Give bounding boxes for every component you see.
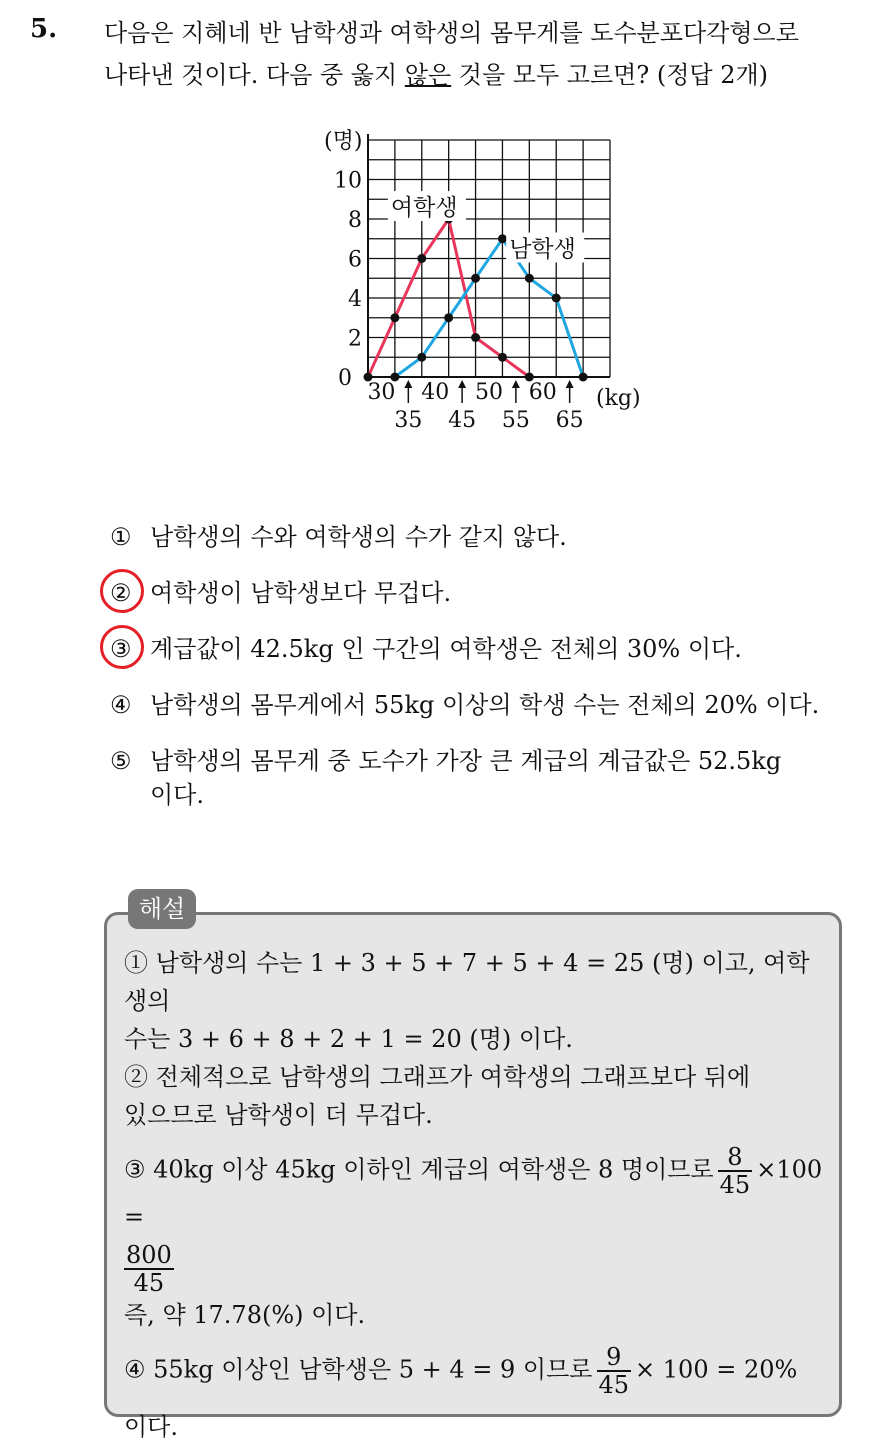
fraction-numerator: 800 bbox=[126, 1241, 172, 1269]
stem-line-2 bbox=[104, 54, 864, 96]
fraction-numerator: 8 bbox=[718, 1144, 753, 1172]
tick-arrow-head bbox=[404, 380, 412, 388]
y-tick-label: 8 bbox=[348, 208, 362, 233]
explanation-line: 있으므로 남학생이 더 무겁다. bbox=[124, 1101, 433, 1129]
data-point bbox=[471, 274, 480, 283]
choice-1[interactable] bbox=[110, 520, 870, 554]
fraction-denominator: 45 bbox=[719, 1171, 751, 1199]
choice-mark: ⑤ bbox=[110, 747, 132, 775]
stem-line-1: 다음은 지혜네 반 남학생과 여학생의 몸무게를 도수분포다각형으로 bbox=[104, 19, 799, 47]
fraction-denominator: 45 bbox=[598, 1371, 630, 1399]
x-tick-label: 60 bbox=[528, 380, 557, 405]
choice-5[interactable] bbox=[110, 744, 870, 812]
y-tick-label: 10 bbox=[334, 168, 362, 194]
explanation-line bbox=[124, 1144, 824, 1236]
explanation-text bbox=[124, 944, 824, 1446]
frequency-polygon-chart bbox=[300, 120, 660, 440]
y-tick-label: 2 bbox=[348, 326, 362, 352]
explanation-line bbox=[124, 1344, 824, 1398]
x-axis-label: (kg) bbox=[596, 386, 641, 411]
fraction-numerator: 9 bbox=[597, 1344, 632, 1372]
choice-text: 남학생의 몸무게에서 55kg 이상의 학생 수는 전체의 20% 이다. bbox=[150, 691, 820, 719]
question-stem bbox=[104, 12, 864, 96]
chart-labels bbox=[324, 129, 641, 433]
choice-3[interactable] bbox=[110, 632, 870, 666]
stem-text: 나타낸 것이다. 다음 중 옳지 bbox=[104, 61, 405, 89]
fraction bbox=[124, 1242, 174, 1296]
explanation-line: 이다. bbox=[124, 1413, 178, 1441]
data-point bbox=[525, 274, 534, 283]
explanation-text-part: ③ 40kg 이상 45kg 이하인 계급의 여학생은 8 명이므로 bbox=[124, 1155, 714, 1184]
data-point bbox=[552, 294, 561, 303]
tick-arrow-head bbox=[458, 380, 466, 388]
choices-list bbox=[110, 520, 870, 834]
data-point bbox=[498, 234, 507, 243]
series-label: 남학생 bbox=[509, 236, 576, 263]
tick-arrow-head bbox=[512, 380, 520, 388]
choice-mark: ③ bbox=[110, 635, 132, 663]
x-tick-label-lower: 55 bbox=[501, 408, 530, 433]
explanation-text-part: ×100 = bbox=[124, 1155, 823, 1231]
data-point bbox=[417, 353, 426, 362]
choice-mark: ① bbox=[110, 523, 132, 551]
data-point bbox=[579, 373, 588, 382]
explanation-line: 수는 3 + 6 + 8 + 2 + 1 = 20 (명) 이다. bbox=[124, 1025, 573, 1053]
explanation-line: ② 전체적으로 남학생의 그래프가 여학생의 그래프보다 뒤에 bbox=[124, 1063, 751, 1091]
fraction bbox=[718, 1144, 753, 1198]
explanation-line bbox=[124, 1242, 824, 1296]
choice-mark: ④ bbox=[110, 691, 132, 719]
data-point bbox=[471, 333, 480, 342]
explanation-text-part: ④ 55kg 이상인 남학생은 5 + 4 = 9 이므로 bbox=[124, 1355, 593, 1384]
stem-text-end: 것을 모두 고르면? (정답 2개) bbox=[451, 61, 769, 89]
x-tick-label-lower: 35 bbox=[394, 408, 423, 433]
x-tick-label: 30 bbox=[367, 380, 396, 405]
choice-2[interactable] bbox=[110, 576, 870, 610]
data-point bbox=[498, 353, 507, 362]
choice-text: 남학생의 몸무게 중 도수가 가장 큰 계급의 계급값은 52.5kg bbox=[150, 747, 782, 775]
choice-text: 여학생이 남학생보다 무겁다. bbox=[150, 579, 452, 607]
choice-4[interactable] bbox=[110, 688, 870, 722]
fraction-denominator: 45 bbox=[133, 1269, 165, 1297]
x-tick-label-lower: 65 bbox=[555, 408, 584, 433]
explanation-tag: 해설 bbox=[128, 889, 196, 929]
fraction bbox=[597, 1344, 632, 1398]
explanation-line: 즉, 약 17.78(%) 이다. bbox=[124, 1301, 366, 1329]
choice-text: 계급값이 42.5kg 인 구간의 여학생은 전체의 30% 이다. bbox=[150, 635, 742, 663]
x-tick-label-lower: 45 bbox=[448, 408, 477, 433]
explanation-text-part: × 100 = 20% bbox=[635, 1355, 798, 1384]
data-point bbox=[390, 313, 399, 322]
choice-text-continued: 이다. bbox=[150, 781, 204, 809]
data-point bbox=[417, 254, 426, 263]
selected-answer-circle bbox=[100, 625, 144, 669]
choice-text: 남학생의 수와 여학생의 수가 같지 않다. bbox=[150, 523, 567, 551]
y-tick-label: 0 bbox=[338, 366, 352, 391]
choice-mark: ② bbox=[110, 579, 132, 607]
y-tick-label: 4 bbox=[348, 287, 362, 312]
selected-answer-circle bbox=[100, 569, 144, 613]
x-tick-label: 40 bbox=[421, 380, 450, 405]
question-number: 5. bbox=[30, 14, 58, 44]
y-tick-label: 6 bbox=[348, 247, 362, 273]
stem-underlined-word: 않은 bbox=[404, 61, 452, 89]
x-tick-label: 50 bbox=[475, 380, 503, 405]
explanation-line: ① 남학생의 수는 1 + 3 + 5 + 7 + 5 + 4 = 25 (명) 이고, 여학생의 bbox=[124, 949, 810, 1015]
tick-arrow-head bbox=[566, 380, 574, 388]
data-point bbox=[444, 313, 453, 322]
y-axis-label: (명) bbox=[324, 129, 363, 154]
series-label: 여학생 bbox=[390, 195, 458, 222]
